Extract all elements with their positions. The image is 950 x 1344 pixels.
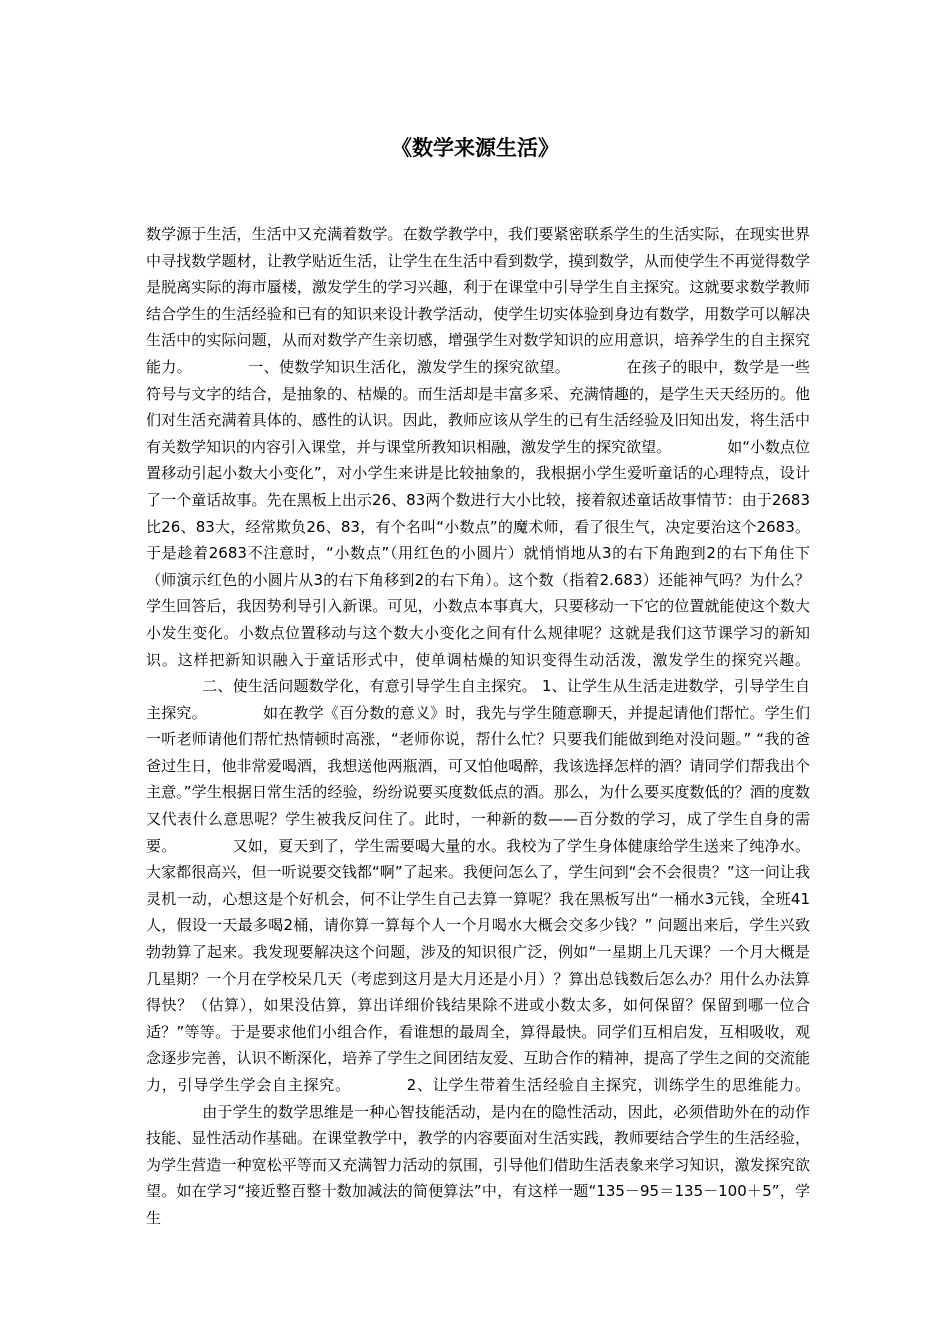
document-body [146, 221, 810, 1232]
document-title: 《数学来源生活》 [391, 136, 559, 160]
paragraph-intro: 数学源于生活，生活中又充满着数学。在数学教学中，我们要紧密联系学生的生活实际，在现实世界中寻找数学题材，让教学贴近生活，让学生在生活中看到数学，摸到数学，从而使学生不再觉得数学是脱离实际的海市蜃楼，激发学生的学习兴趣，利于在课堂中引导学生自主探究。这就要求数学教师结合学生的生活经验和已有的知识来设计教学活动，使学生切实体验到身边有数学，用数学可以解决生活中的实际问题，从而对数学产生亲切感，增强学生对数学知识的应用意识，培养学生的自主探究能力。 [146, 225, 810, 376]
paragraph-percentage: 如在教学《百分数的意义》时，我先与学生随意聊天，并提起请他们帮忙。学生们一听老师请他们帮忙热情顿时高涨，“老师你说，帮什么忙？只要我们能做到绝对没问题。” “我的爸爸过生日，他非常爱喝酒，我想送他两瓶酒，可又怕他喝醉，我该选择怎样的酒？请同学们帮我出个主意。”学生根据日常生活的经验，纷纷说要买度数低点的酒。那么，为什么要买度数低的？酒的度数又代表什么意思呢？学生被我反问住了。此时，一种新的数——百分数的学习，成了学生自身的需要。 [146, 703, 810, 855]
paragraph-thinking: 由于学生的数学思维是一种心智技能活动，是内在的隐性活动，因此，必须借助外在的动作技能、显性活动作基础。在课堂教学中，教学的内容要面对生活实践，教师要结合学生的生活经验，为学生营造一种宽松平等而又充满智力活动的氛围，引导他们借助生活表象来学习知识，激发探究欲望。如在学习“接近整百整十数加减法的简便算法”中，有这样一题“135－95＝135－100＋5”，学生 [146, 1102, 810, 1227]
paragraph-water: 又如，夏天到了，学生需要喝大量的水。我校为了学生身体健康给学生送来了纯净水。大家都很高兴，但一听说要交钱都“啊”了起来。我便问怎么了，学生问到“会不会很贵？”这一问让我灵机一动，心想这是个好机会，何不让学生自己去算一算呢？我在黑板写出“一桶水3元钱，全班41人，假设一天最多喝2桶，请你算一算每个人一个月喝水大概会交多少钱？” 问题出来后，学生兴致勃勃算了起来。我发现要解决这个问题，涉及的知识很广泛，例如“一星期上几天课？一个月大概是几星期？一个月在学校呆几天（考虑到这月是大月还是小月）？算出总钱数后怎么办？用什么办法算得快？（估算），如果没估算，算出详细价钱结果除不进或小数太多，如何保留？保留到哪一位合适？”等等。于是要求他们小组合作，看谁想的最周全，算得最快。同学们互相启发，互相吸收，观念逐步完善，认识不断深化，培养了学生之间团结友爱、互助合作的精神，提高了学生之间的交流能力，引导学生学会自主探究。 [146, 836, 810, 1094]
paragraph-decimal-story: 如“小数点位置移动引起小数大小变化”，对小学生来讲是比较抽象的，我根据小学生爱听童话的心理特点，设计了一个童话故事。先在黑板上出示26、83两个数进行大小比较，接着叙述童话故事情节：由于2683比26、83大，经常欺负26、83，有个名叫“小数点”的魔术师，看了很生气，决定要治这个2683。于是趁着2683不注意时，“小数点”（用红色的小圆片）就悄悄地从3的右下角跑到2的右下角住下（师演示红色的小圆片从3的右下角移到2的右下角）。这个数（指着2.683）还能神气吗？为什么？学生回答后，我因势利导引入新课。可见，小数点本事真大，只要移动一下它的位置就能使这个数大小发生变化。小数点位置移动与这个数大小变化之间有什么规律呢？这就是我们这节课学习的新知识。这样把新知识融入于童话形式中，使单调枯燥的知识变得生动活泼，激发学生的探究兴趣。 [146, 437, 810, 669]
paragraph-children-view: 在孩子的眼中，数学是一些符号与文字的结合，是抽象的、枯燥的。而生活却是丰富多采、充满情趣的，是学生天天经历的。他们对生活充满着具体的、感性的认识。因此，教师应该从学生的已有生活经验及旧知出发，将生活中有关数学知识的内容引入课堂，并与课堂所教知识相融，激发学生的探究欲望。 [146, 357, 810, 456]
section-heading-2-2: 2、让学生带着生活经验自主探究，训练学生的思维能力。 [406, 1076, 810, 1094]
section-heading-1: 一、使数学知识生活化，激发学生的探究欲望。 [247, 357, 571, 376]
section-heading-2: 二、使生活问题数学化，有意引导学生自主探究。 1、让学生从生活走进数学，引导学生自主探究。 [146, 677, 810, 722]
